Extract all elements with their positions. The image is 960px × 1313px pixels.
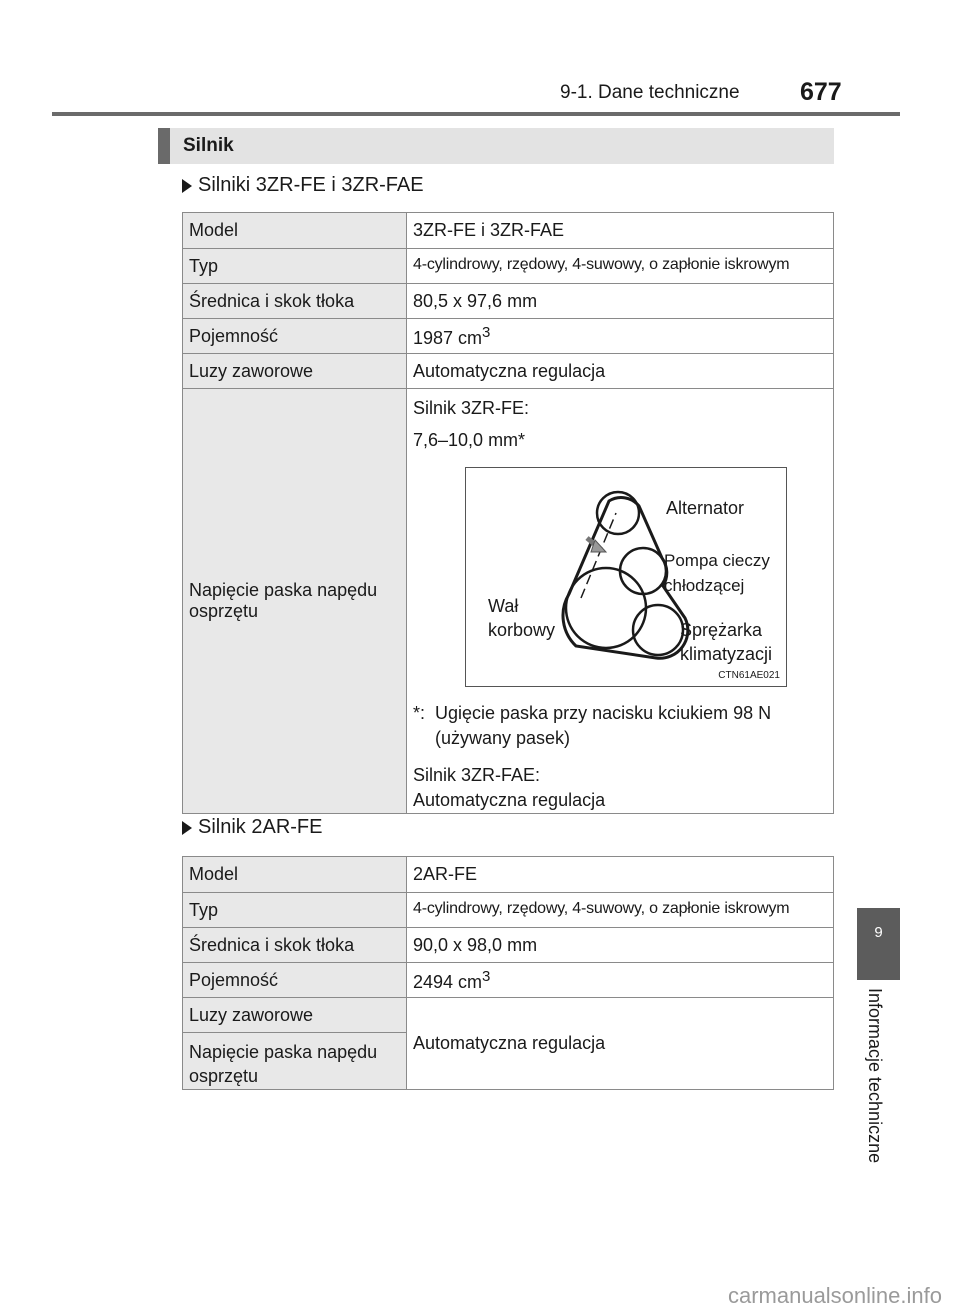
table-row (183, 389, 834, 814)
row-label: Średnica i skok tłoka (183, 928, 407, 963)
engine2-heading (182, 816, 322, 839)
unit-superscript: 3 (482, 323, 491, 341)
table-row (183, 963, 834, 998)
belt-sub2-title: Silnik 3ZR-FAE: (413, 765, 541, 785)
unit-superscript: 3 (482, 967, 491, 985)
table-row (183, 893, 834, 928)
engine2-spec-table (182, 856, 834, 1090)
row-value: 80,5 x 97,6 mm (407, 284, 834, 319)
row-value (407, 319, 834, 354)
belt-sub2-value: Automatyczna regulacja (413, 790, 606, 810)
row-label: Luzy zaworowe (183, 998, 407, 1033)
label-crank-1: Wał (488, 596, 519, 616)
bullet-triangle-icon (182, 179, 192, 193)
footnote-mark: *: (413, 703, 426, 723)
label-pump-1: Pompa cieczy (664, 551, 770, 570)
diagram-code: CTN61AE021 (718, 670, 780, 681)
section-title: Silnik (158, 128, 834, 164)
label-alternator: Alternator (666, 498, 745, 518)
row-value: 2AR-FE (407, 857, 834, 893)
table-row (183, 998, 834, 1033)
table-row (183, 284, 834, 319)
engine1-spec-table (182, 212, 834, 814)
belt-sub1-value: 7,6–10,0 mm* (413, 430, 526, 450)
table-row (183, 249, 834, 284)
table-row (183, 319, 834, 354)
label-ac-1: Sprężarka (680, 620, 763, 640)
capacity-value: 2494 cm (413, 971, 483, 992)
engine1-heading (182, 174, 424, 197)
engine1-title: Silniki 3ZR-FE i 3ZR-FAE (198, 174, 424, 196)
footnote-text: Ugięcie paska przy nacisku kciukiem 98 N (używany pasek) (435, 703, 772, 748)
bullet-triangle-icon (182, 821, 192, 835)
row-label: Pojemność (183, 963, 407, 998)
table-row (183, 928, 834, 963)
row-label: Model (183, 857, 407, 893)
row-label: Średnica i skok tłoka (183, 284, 407, 319)
row-value: 90,0 x 98,0 mm (407, 928, 834, 963)
header-rule (52, 112, 900, 116)
row-label: Typ (183, 893, 407, 928)
row-value: Automatyczna regulacja (407, 354, 834, 389)
table-row (183, 857, 834, 893)
table-row (183, 354, 834, 389)
watermark: carmanualsonline.info (727, 1283, 942, 1308)
page-number: 677 (800, 78, 842, 106)
row-label: Luzy zaworowe (183, 354, 407, 389)
row-value: 3ZR-FE i 3ZR-FAE (407, 213, 834, 249)
label-crank-2: korbowy (488, 620, 556, 640)
row-label: Napięcie paska napędu osprzętu (183, 389, 407, 814)
engine2-title: Silnik 2AR-FE (198, 816, 323, 838)
section-header: 9-1. Dane techniczne (560, 82, 740, 103)
chapter-side-title: Informacje techniczne (865, 988, 885, 1164)
row-value (407, 963, 834, 998)
table-row (183, 213, 834, 249)
label-pump-2: chłodzącej (664, 576, 745, 595)
row-label: Model (183, 213, 407, 249)
row-label: Napięcie paska napędu osprzętu (183, 1033, 407, 1090)
row-value (407, 389, 834, 814)
belt-footnote (413, 701, 827, 751)
chapter-tab: 9 (857, 908, 900, 980)
row-value-shared: Automatyczna regulacja (407, 998, 834, 1090)
capacity-value: 1987 cm (413, 327, 483, 348)
row-value: 4-cylindrowy, rzędowy, 4-suwowy, o zapłonie iskrowym (407, 893, 834, 928)
row-label: Typ (183, 249, 407, 284)
row-value: 4-cylindrowy, rzędowy, 4-suwowy, o zapłonie iskrowym (407, 249, 834, 284)
belt-sub1-title: Silnik 3ZR-FE: (413, 398, 530, 418)
belt-diagram (465, 467, 787, 687)
label-ac-2: klimatyzacji (680, 644, 773, 664)
row-label: Pojemność (183, 319, 407, 354)
